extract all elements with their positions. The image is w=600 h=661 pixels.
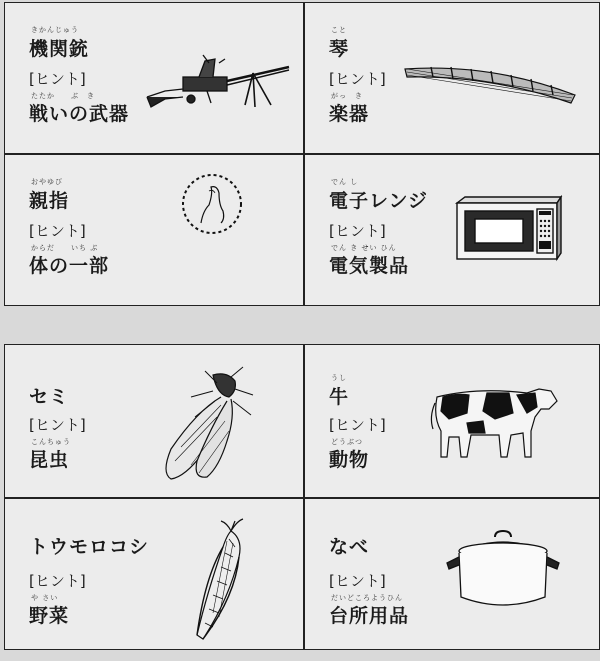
word: トウモロコシ — [29, 536, 150, 558]
answer-ruby: でん き せい ひん — [331, 244, 397, 252]
hint-label: [ヒント] — [329, 222, 386, 240]
card-machine-gun — [5, 3, 303, 153]
answer-ruby: どうぶつ — [331, 438, 363, 446]
word: 琴 — [329, 38, 350, 60]
machine-gun-icon — [143, 39, 293, 119]
corn-icon — [183, 517, 255, 643]
word-ruby: うし — [331, 374, 347, 382]
answer: 野菜 — [29, 605, 70, 627]
hint-label: [ヒント] — [329, 416, 386, 434]
answer: 戦いの武器 — [29, 103, 130, 125]
answer: 台所用品 — [329, 605, 410, 627]
hint-label: [ヒント] — [329, 572, 386, 590]
answer: 電気製品 — [329, 255, 410, 277]
word: 親指 — [29, 190, 70, 212]
answer-ruby: や さい — [31, 594, 59, 602]
word: セミ — [29, 386, 70, 408]
card-microwave — [305, 155, 599, 305]
card-cow — [305, 345, 599, 497]
answer: 楽器 — [329, 103, 370, 125]
card-cicada — [5, 345, 303, 497]
answer: 体の一部 — [29, 255, 110, 277]
cooking-pot-icon — [443, 527, 567, 613]
word: 電子レンジ — [329, 190, 429, 212]
card-grid-bottom — [4, 344, 600, 650]
word-ruby: こと — [331, 26, 347, 34]
answer-ruby: たたか ぶ き — [31, 92, 95, 100]
microwave-oven-icon — [453, 195, 565, 263]
cow-icon — [427, 383, 561, 463]
koto-icon — [401, 55, 581, 107]
answer-ruby: だいどころようひん — [331, 594, 403, 602]
answer: 動物 — [329, 449, 370, 471]
answer: 昆虫 — [29, 449, 70, 471]
answer-ruby: からだ いち ぶ — [31, 244, 99, 252]
word: なべ — [329, 536, 370, 558]
hint-label: [ヒント] — [29, 416, 86, 434]
word-ruby: きかんじゅう — [31, 26, 79, 34]
word-ruby: おやゆび — [31, 178, 63, 186]
card-corn — [5, 499, 303, 649]
hint-label: [ヒント] — [329, 70, 386, 88]
cicada-icon — [151, 361, 261, 487]
card-pot — [305, 499, 599, 649]
thumb-icon — [179, 171, 245, 237]
hint-label: [ヒント] — [29, 222, 86, 240]
card-grid-top — [4, 2, 600, 306]
answer-ruby: がっ き — [331, 92, 363, 100]
hint-label: [ヒント] — [29, 572, 86, 590]
word: 牛 — [329, 386, 350, 408]
answer-ruby: こんちゅう — [31, 438, 71, 446]
card-koto — [305, 3, 599, 153]
hint-label: [ヒント] — [29, 70, 86, 88]
card-thumb — [5, 155, 303, 305]
word-ruby: でん し — [331, 178, 359, 186]
word: 機関銃 — [29, 38, 90, 60]
